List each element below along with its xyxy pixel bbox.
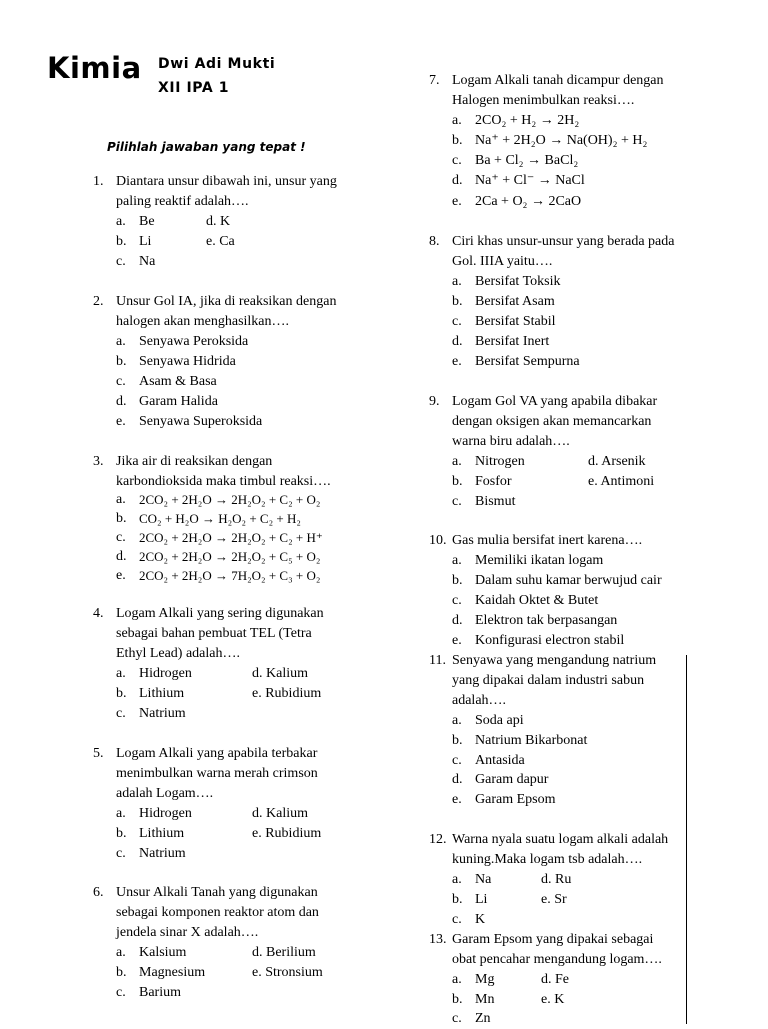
option-letter: c. [452,912,462,927]
option-letter: c. [116,846,126,861]
question-stem-line: Unsur Alkali Tanah yang digunakan [116,885,318,900]
student-class: XII IPA 1 [158,80,230,96]
option-letter: e. [452,792,462,807]
option-letter: d. [452,173,463,188]
option-text: Elektron tak berpasangan [475,613,618,628]
option-text: Dalam suhu kamar berwujud cair [475,573,662,588]
option-letter: c. [116,985,126,1000]
option-letter: b. [452,892,463,907]
option-text: 2CO₂ + H₂ → 2H₂ [475,113,580,128]
option-letter: b. [452,133,463,148]
option-letter: d. [116,394,127,409]
option-letter: e. [116,568,126,583]
option-text: Na [475,872,492,887]
option-text: d. Arsenik [588,454,646,469]
option-letter: a. [116,492,126,507]
student-info [158,52,275,100]
option-text: Bersifat Inert [475,334,550,349]
option-text: Konfigurasi electron stabil [475,633,625,648]
option-text: d. K [206,214,231,229]
option-text: K [475,912,486,927]
option-text: 2CO₂ + 2H₂O → 2H₂O₂ + C₅ + O₂ [139,549,321,564]
option-text: Natrium [139,846,186,861]
question-number: 7. [429,73,440,88]
question-stem-line: halogen akan menghasilkan…. [116,314,290,329]
option-text: Kaidah Oktet & Butet [475,593,599,608]
option-text: Senyawa Hidrida [139,354,236,369]
option-text: Bersifat Sempurna [475,354,580,369]
option-letter: c. [452,314,462,329]
option-text: d. Fe [541,972,569,987]
question-number: 11. [429,653,446,668]
option-text: Garam Epsom [475,792,556,807]
option-text: Bismut [475,494,516,509]
question-stem-line: sebagai komponen reaktor atom dan [116,905,319,920]
option-text: Na⁺ + Cl⁻ → NaCl [475,173,585,188]
option-text: e. Antimoni [588,474,655,489]
option-letter: b. [452,573,463,588]
option-text: Li [475,892,488,907]
option-letter: b. [452,474,463,489]
option-letter: c. [452,494,462,509]
instruction-text: Pilihlah jawaban yang tepat ! [107,140,306,154]
option-text: Senyawa Superoksida [139,414,263,429]
question-number: 9. [429,394,440,409]
question-stem-line: Logam Alkali yang apabila terbakar [116,746,318,761]
option-letter: c. [452,593,462,608]
option-letter: a. [452,454,462,469]
question-number: 3. [93,454,104,469]
option-letter: b. [116,686,127,701]
option-text: 2CO₂ + 2H₂O → 2H₂O₂ + C₂ + O₂ [139,492,321,507]
option-letter: c. [116,374,126,389]
option-text: e. Rubidium [252,686,322,701]
question-stem-line: Ethyl Lead) adalah…. [116,646,241,661]
question-stem-line: dengan oksigen akan memancarkan [452,414,652,429]
question-number: 12. [429,832,447,847]
option-text: Bersifat Asam [475,294,555,309]
question-stem-line: adalah Logam…. [116,786,214,801]
question-stem-line: Gol. IIIA yaitu…. [452,254,553,269]
option-text: Antasida [475,753,525,768]
option-text: e. Stronsium [252,965,323,980]
margin-line [686,655,687,1024]
student-name: Dwi Adi Mukti [158,56,276,72]
question-stem-line: Logam Alkali yang sering digunakan [116,606,324,621]
option-letter: a. [452,113,462,128]
question-stem-line: Senyawa yang mengandung natrium [452,653,657,668]
option-letter: d. [452,772,463,787]
option-text: Na [139,254,156,269]
option-text: e. K [541,992,565,1007]
option-letter: b. [452,992,463,1007]
option-text: Li [139,234,152,249]
option-text: Mn [475,992,495,1007]
option-letter: b. [116,354,127,369]
option-text: Na⁺ + 2H₂O → Na(OH)₂ + H₂ [475,133,648,148]
question-stem-line: Jika air di reaksikan dengan [116,454,273,469]
option-text: Bersifat Toksik [475,274,561,289]
question-stem-line: Halogen menimbulkan reaksi…. [452,93,635,108]
option-letter: c. [452,1011,462,1026]
option-letter: d. [452,334,463,349]
option-text: d. Berilium [252,945,316,960]
option-letter: a. [452,972,462,987]
option-text: Fosfor [475,474,512,489]
option-text: e. Sr [541,892,567,907]
option-letter: a. [116,666,126,681]
option-text: d. Kalium [252,666,308,681]
option-text: Garam dapur [475,772,549,787]
option-text: Hidrogen [139,806,192,821]
option-text: Nitrogen [475,454,525,469]
option-letter: d. [452,613,463,628]
option-text: Natrium Bikarbonat [475,733,588,748]
question-stem-line: Gas mulia bersifat inert karena…. [452,533,643,548]
question-stem-line: Logam Gol VA yang apabila dibakar [452,394,658,409]
option-text: CO₂ + H₂O → H₂O₂ + C₂ + H₂ [139,511,301,526]
option-text: d. Ru [541,872,572,887]
question-stem-line: Warna nyala suatu logam alkali adalah [452,832,669,847]
option-text: Be [139,214,155,229]
option-letter: a. [452,274,462,289]
option-letter: a. [116,806,126,821]
option-letter: e. [452,354,462,369]
option-letter: c. [116,530,126,545]
question-stem-line: jendela sinar X adalah…. [116,925,259,940]
option-text: Garam Halida [139,394,218,409]
option-letter: b. [116,826,127,841]
option-text: Soda api [475,713,524,728]
question-number: 2. [93,294,104,309]
question-number: 13. [429,932,447,947]
question-stem-line: warna biru adalah…. [452,434,570,449]
question-stem-line: Diantara unsur dibawah ini, unsur yang [116,174,337,189]
question-stem-line: obat pencahar mengandung logam…. [452,952,662,967]
option-text: Barium [139,985,181,1000]
question-stem-line: adalah…. [452,693,507,708]
option-text: Bersifat Stabil [475,314,556,329]
question-stem-line: menimbulkan warna merah crimson [116,766,318,781]
option-text: 2Ca + O₂ → 2CaO [475,194,582,209]
option-letter: e. [452,194,462,209]
option-letter: b. [116,511,127,526]
option-letter: a. [452,872,462,887]
question-number: 4. [93,606,104,621]
question-stem-line: sebagai bahan pembuat TEL (Tetra [116,626,312,641]
question-stem-line: paling reaktif adalah…. [116,194,249,209]
option-text: Memiliki ikatan logam [475,553,604,568]
option-letter: b. [116,965,127,980]
option-text: Magnesium [139,965,206,980]
option-text: Ba + Cl₂ → BaCl₂ [475,153,579,168]
question-stem-line: Ciri khas unsur-unsur yang berada pada [452,234,675,249]
option-text: Mg [475,972,495,987]
option-letter: c. [116,254,126,269]
question-number: 10. [429,533,447,548]
question-stem-line: karbondioksida maka timbul reaksi…. [116,474,331,489]
option-letter: a. [116,214,126,229]
option-text: 2CO₂ + 2H₂O → 7H₂O₂ + C₃ + O₂ [139,568,321,583]
option-letter: b. [452,294,463,309]
question-number: 6. [93,885,104,900]
option-text: Zn [475,1011,491,1026]
question-number: 5. [93,746,104,761]
option-letter: a. [116,334,126,349]
option-letter: a. [452,713,462,728]
subject-title: Kimia [47,51,142,85]
option-letter: c. [452,153,462,168]
question-number: 8. [429,234,440,249]
option-letter: b. [116,234,127,249]
option-text: Hidrogen [139,666,192,681]
option-letter: d. [116,549,127,564]
option-letter: c. [452,753,462,768]
option-text: Asam & Basa [139,374,217,389]
question-stem-line: Garam Epsom yang dipakai sebagai [452,932,654,947]
question-stem-line: Logam Alkali tanah dicampur dengan [452,73,664,88]
option-letter: e. [116,414,126,429]
option-text: Natrium [139,706,186,721]
option-letter: e. [452,633,462,648]
option-text: e. Rubidium [252,826,322,841]
option-text: e. Ca [206,234,235,249]
option-letter: b. [452,733,463,748]
option-text: Senyawa Peroksida [139,334,249,349]
question-stem-line: yang dipakai dalam industri sabun [452,673,645,688]
option-text: Lithium [139,686,185,701]
option-letter: a. [452,553,462,568]
option-letter: a. [116,945,126,960]
option-text: Lithium [139,826,185,841]
question-stem-line: kuning.Maka logam tsb adalah…. [452,852,643,867]
option-text: Kalsium [139,945,187,960]
question-number: 1. [93,174,104,189]
option-letter: c. [116,706,126,721]
option-text: 2CO₂ + 2H₂O → 2H₂O₂ + C₂ + H⁺ [139,530,323,545]
question-stem-line: Unsur Gol IA, jika di reaksikan dengan [116,294,337,309]
option-text: d. Kalium [252,806,308,821]
